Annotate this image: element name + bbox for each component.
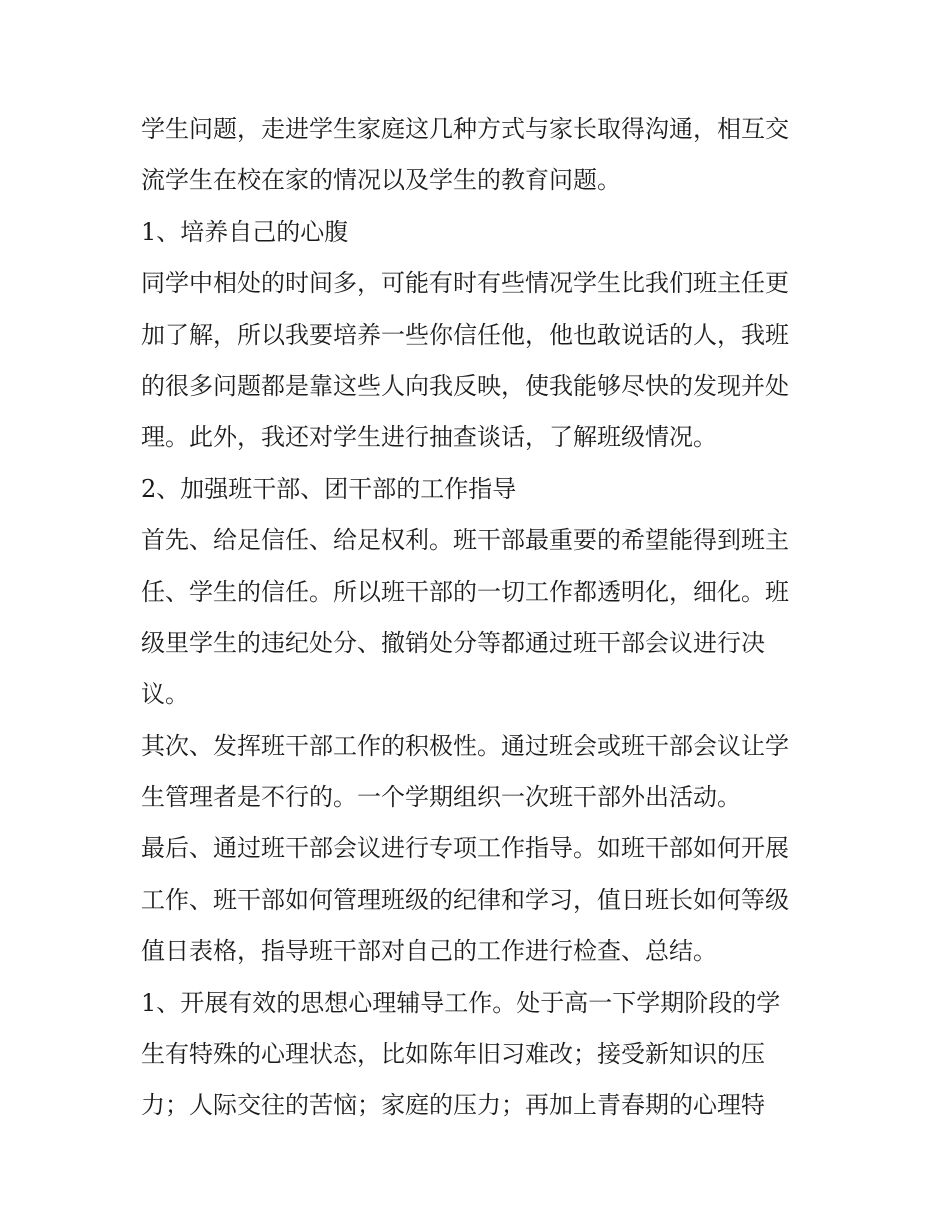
text-line: 理。此外，我还对学生进行抽查谈话，了解班级情况。 xyxy=(141,423,717,452)
section-heading: 2、加强班干部、团干部的工作指导 xyxy=(141,474,517,503)
text-line: 其次、发挥班干部工作的积极性。通过班会或班干部会议让学 xyxy=(141,731,789,760)
section-heading: 1、培养自己的心腹 xyxy=(141,217,349,246)
text-line: 加了解，所以我要培养一些你信任他，他也敢说话的人，我班 xyxy=(141,320,789,349)
text-line: 生管理者是不行的。一个学期组织一次班干部外出活动。 xyxy=(141,783,741,812)
text-line: 生有特殊的心理状态，比如陈年旧习难改；接受新知识的压 xyxy=(141,1040,765,1069)
text-line: 学生问题，走进学生家庭这几种方式与家长取得沟通，相互交 xyxy=(141,115,789,143)
text-line: 同学中相处的时间多，可能有时有些情况学生比我们班主任更 xyxy=(141,269,789,298)
text-line: 议。 xyxy=(141,680,189,709)
text-line: 1、开展有效的思想心理辅导工作。处于高一下学期阶段的学 xyxy=(141,988,781,1017)
text-line: 力；人际交往的苦恼；家庭的压力；再加上青春期的心理特 xyxy=(141,1091,765,1120)
document-body xyxy=(141,104,821,1132)
text-line: 流学生在校在家的情况以及学生的教育问题。 xyxy=(141,166,621,195)
text-line: 工作、班干部如何管理班级的纪律和学习，值日班长如何等级 xyxy=(141,885,789,914)
text-line: 值日表格，指导班干部对自己的工作进行检查、总结。 xyxy=(141,937,717,966)
text-line: 任、学生的信任。所以班干部的一切工作都透明化，细化。班 xyxy=(141,577,789,606)
text-line: 最后、通过班干部会议进行专项工作指导。如班干部如何开展 xyxy=(141,834,789,863)
text-line: 级里学生的违纪处分、撤销处分等都通过班干部会议进行决 xyxy=(141,628,765,657)
text-line: 的很多问题都是靠这些人向我反映，使我能够尽快的发现并处 xyxy=(141,371,789,400)
text-line: 首先、给足信任、给足权利。班干部最重要的希望能得到班主 xyxy=(141,526,789,555)
